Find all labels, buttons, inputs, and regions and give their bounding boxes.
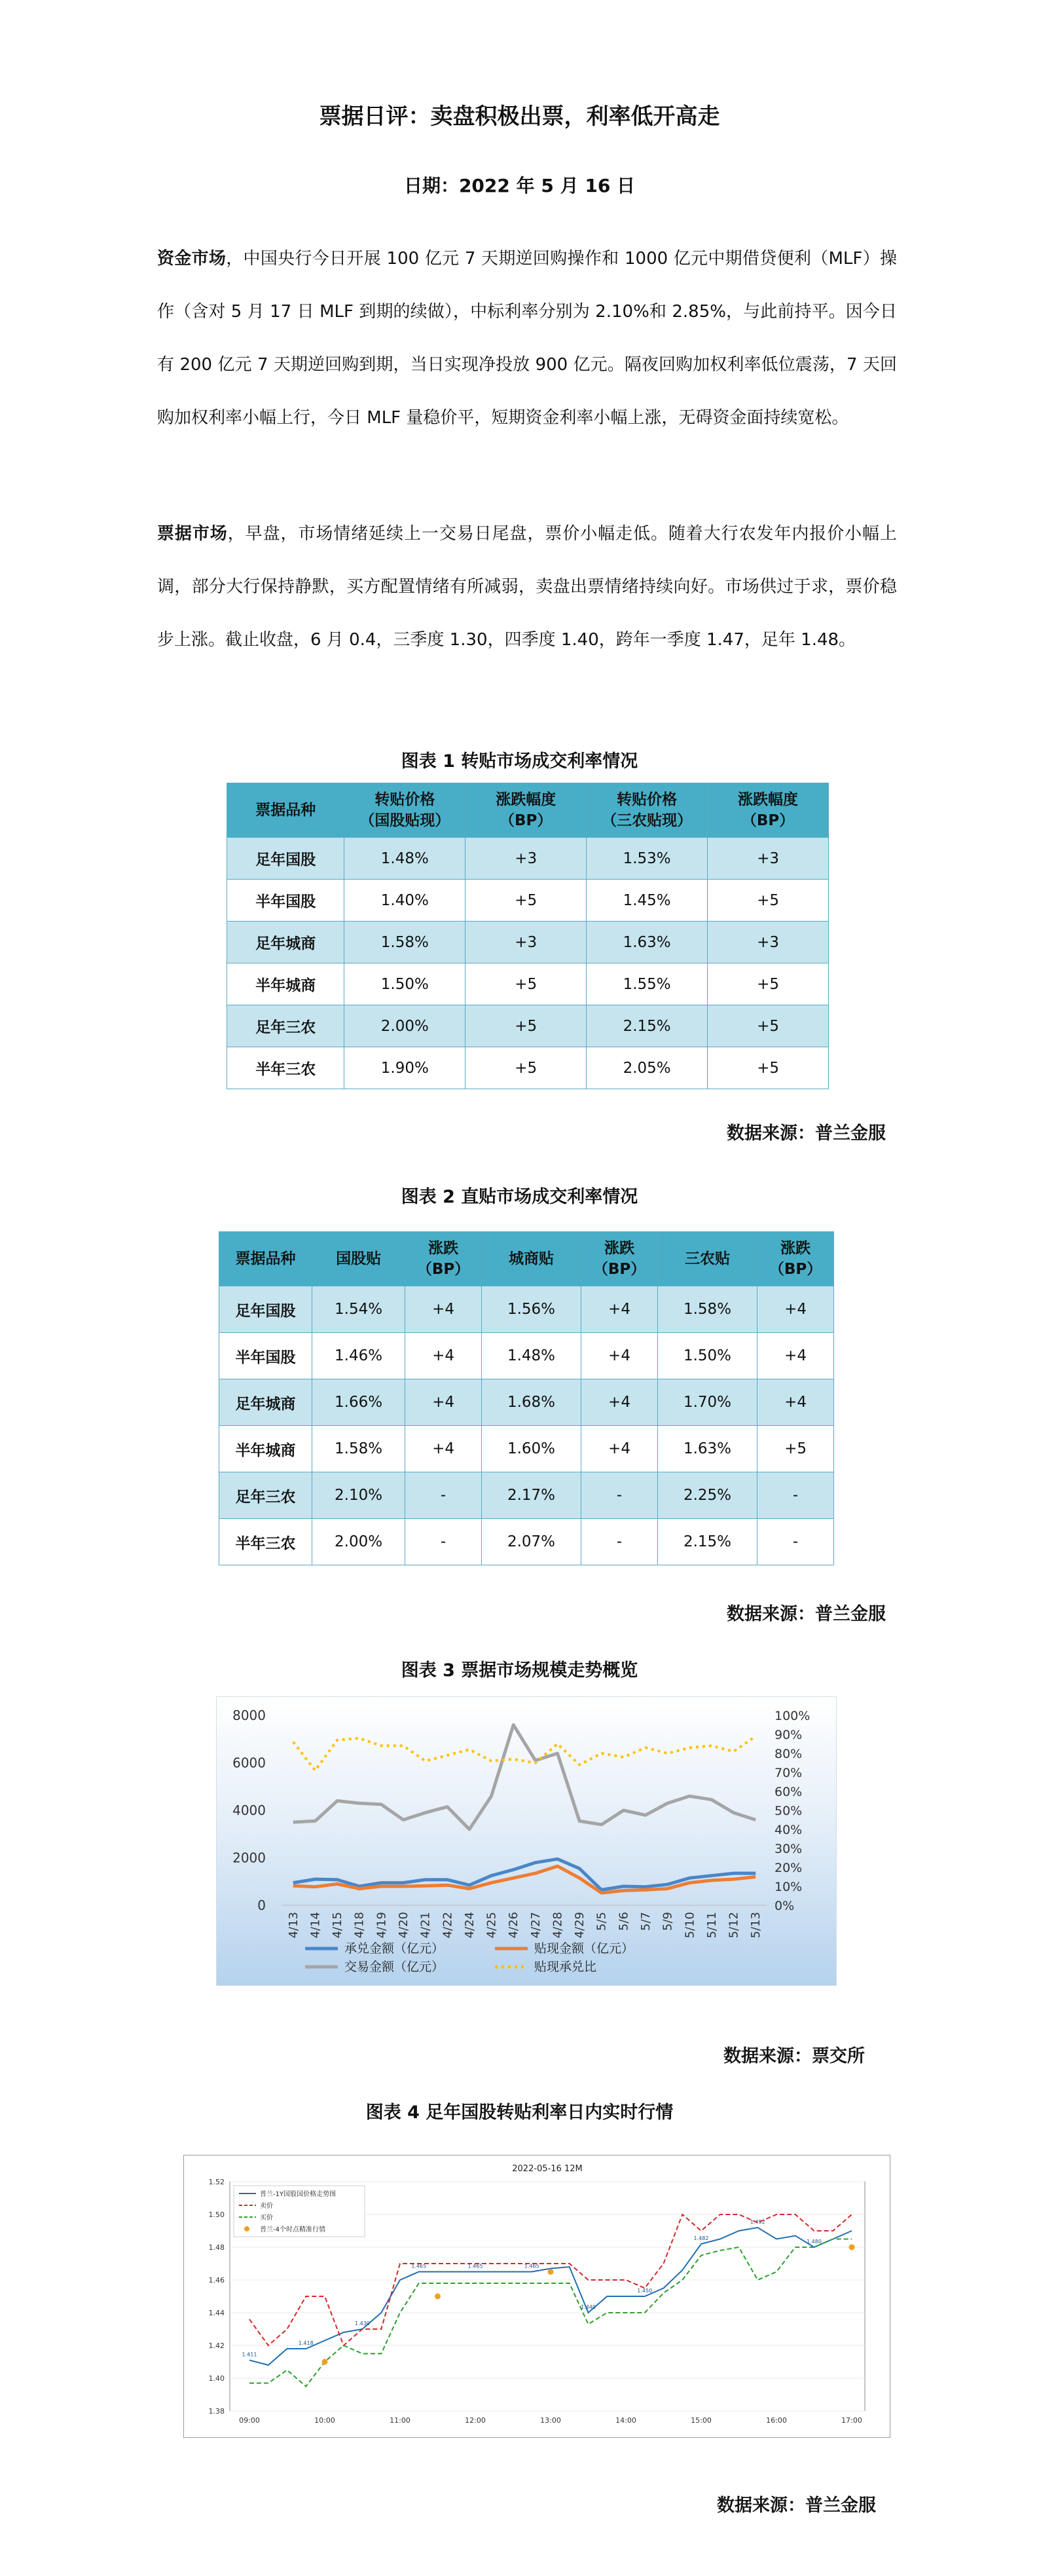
- y-left-tick-label: 8000: [232, 1708, 266, 1723]
- table-cell: 1.54%: [312, 1286, 405, 1333]
- row-header-cell: 足年国股: [227, 838, 344, 880]
- header-text: 三农贴: [685, 1250, 730, 1267]
- x-tick-label: 4/25: [484, 1912, 499, 1939]
- table-cell: -: [581, 1519, 658, 1565]
- y-tick-label: 1.38: [208, 2407, 225, 2416]
- x-tick-label: 5/11: [704, 1912, 719, 1939]
- column-header: [708, 783, 829, 838]
- header-text: （三农贴现）: [602, 812, 693, 829]
- x-tick-label: 4/21: [418, 1912, 433, 1939]
- paragraph-text: ，早盘，市场情绪延续上一交易日尾盘，票价小幅走低。随着大行农发年内报价小幅上调，部分大行保持静默，买方配置情绪有所减弱，卖盘出票情绪持续向好。市场供过于求，票价稳步上涨。截止收盘，6 月 0.4，三季度 1.30，四季度 1.40，跨年一季度 1.47，足年 1.48。: [157, 524, 897, 650]
- row-header-cell: 半年国股: [227, 880, 344, 922]
- table-cell: +4: [757, 1333, 834, 1379]
- y-tick-label: 1.42: [208, 2342, 225, 2350]
- marker-point: [548, 2269, 554, 2275]
- y-right-tick-label: 60%: [775, 1785, 803, 1799]
- x-tick-label: 12:00: [465, 2416, 486, 2425]
- y-right-tick-label: 40%: [775, 1823, 803, 1837]
- fig3-title: 图表 3 票据市场规模走势概览: [401, 1660, 638, 1681]
- table-cell: 2.07%: [481, 1519, 581, 1565]
- market-scale-chart-svg: [217, 1697, 836, 1985]
- y-tick-label: 1.46: [208, 2276, 225, 2285]
- data-label: 1.482: [693, 2235, 709, 2241]
- legend-label: 贴现金额（亿元）: [534, 1941, 634, 1956]
- row-header-cell: 足年三农: [227, 1005, 344, 1047]
- table-cell: +4: [757, 1286, 834, 1333]
- table-cell: +5: [465, 1047, 587, 1089]
- page-title: 票据日评：卖盘积极出票，利率低开高走: [319, 103, 720, 130]
- table-cell: +3: [708, 838, 829, 880]
- table-row: [227, 838, 829, 880]
- row-header-cell: 足年城商: [219, 1379, 312, 1426]
- column-header: [587, 783, 708, 838]
- table-cell: +4: [581, 1379, 658, 1426]
- y-right-tick-label: 70%: [775, 1766, 803, 1780]
- table-cell: +3: [708, 922, 829, 963]
- intraday-rate-chart: [183, 2155, 890, 2438]
- table-cell: 1.50%: [657, 1333, 757, 1379]
- column-header: [581, 1232, 658, 1286]
- y-right-tick-label: 0%: [775, 1899, 795, 1913]
- x-tick-label: 11:00: [390, 2416, 410, 2425]
- header-text: 涨跌: [428, 1240, 459, 1257]
- table-cell: -: [757, 1519, 834, 1565]
- table-cell: -: [405, 1519, 482, 1565]
- x-tick-label: 4/26: [507, 1912, 521, 1939]
- x-tick-label: 4/20: [397, 1912, 410, 1939]
- table-cell: 1.56%: [481, 1286, 581, 1333]
- table-row: [219, 1426, 834, 1472]
- x-tick-label: 09:00: [239, 2416, 260, 2425]
- x-tick-label: 13:00: [540, 2416, 561, 2425]
- x-tick-label: 4/27: [528, 1912, 543, 1939]
- x-tick-label: 15:00: [691, 2416, 712, 2425]
- data-label: 1.492: [750, 2219, 765, 2225]
- table-row: [227, 1005, 829, 1047]
- x-tick-label: 4/15: [331, 1912, 345, 1939]
- table-row: [219, 1379, 834, 1426]
- table-cell: 1.63%: [587, 922, 708, 963]
- data-label: 1.480: [807, 2239, 822, 2245]
- legend-label: 交易金额（亿元）: [344, 1960, 445, 1974]
- fig1-source: 数据来源：普兰金服: [727, 1123, 886, 1144]
- header-text: （BP）: [769, 1261, 822, 1278]
- data-label: 1.440: [581, 2304, 596, 2310]
- table-cell: +5: [708, 1005, 829, 1047]
- table-cell: +4: [405, 1286, 482, 1333]
- table-cell: 2.00%: [344, 1005, 465, 1047]
- bill-market-paragraph: [157, 508, 897, 667]
- x-tick-label: 10:00: [314, 2416, 335, 2425]
- marker-point: [849, 2245, 855, 2250]
- table-cell: +5: [708, 880, 829, 922]
- y-left-tick-label: 6000: [232, 1755, 266, 1771]
- x-tick-label: 4/22: [441, 1912, 455, 1939]
- y-right-tick-label: 10%: [775, 1880, 803, 1894]
- x-tick-label: 16:00: [766, 2416, 787, 2425]
- table-cell: 1.70%: [657, 1379, 757, 1426]
- column-header: [465, 783, 587, 838]
- table-cell: 2.00%: [312, 1519, 405, 1565]
- row-header-cell: 半年城商: [227, 963, 344, 1005]
- header-text: （BP）: [416, 1261, 470, 1278]
- data-label: 1.418: [298, 2340, 314, 2346]
- table-cell: +5: [708, 963, 829, 1005]
- header-text: 涨跌幅度: [738, 791, 799, 808]
- y-right-tick-label: 30%: [775, 1842, 803, 1856]
- row-header-cell: 半年三农: [227, 1047, 344, 1089]
- legend-label: 普兰-1Y国股国价格走势图: [260, 2191, 337, 2198]
- row-header-cell: 足年城商: [227, 922, 344, 963]
- header-text: 票据品种: [235, 1250, 296, 1267]
- table-cell: +4: [405, 1379, 482, 1426]
- x-tick-label: 5/5: [594, 1912, 609, 1931]
- table-cell: +3: [465, 838, 587, 880]
- legend-label: 贴现承兑比: [534, 1960, 597, 1974]
- y-left-tick-label: 0: [257, 1897, 266, 1913]
- rediscount-rate-table: [227, 783, 829, 1089]
- table-cell: 2.15%: [587, 1005, 708, 1047]
- x-tick-label: 14:00: [615, 2416, 636, 2425]
- header-text: （BP）: [500, 812, 553, 829]
- column-header: [757, 1232, 834, 1286]
- y-left-tick-label: 4000: [232, 1802, 266, 1818]
- row-header-cell: 半年城商: [219, 1426, 312, 1472]
- table-cell: 1.55%: [587, 963, 708, 1005]
- market-scale-chart: [216, 1696, 837, 1986]
- table-cell: 1.58%: [312, 1426, 405, 1472]
- table-row: [227, 963, 829, 1005]
- table-cell: +5: [708, 1047, 829, 1089]
- intraday-rate-chart-svg: [184, 2156, 890, 2437]
- table-cell: -: [757, 1472, 834, 1519]
- table-cell: 2.25%: [657, 1472, 757, 1519]
- x-tick-label: 4/18: [352, 1912, 367, 1939]
- table-cell: 1.58%: [344, 922, 465, 963]
- table-cell: 2.05%: [587, 1047, 708, 1089]
- x-tick-label: 5/6: [617, 1912, 631, 1931]
- x-tick-label: 5/9: [661, 1912, 675, 1931]
- y-left-tick-label: 2000: [232, 1850, 266, 1866]
- column-header: [312, 1232, 405, 1286]
- fig4-source: 数据来源：普兰金服: [717, 2495, 876, 2516]
- marker-point: [435, 2294, 441, 2300]
- report-date: 日期：2022 年 5 月 16 日: [403, 175, 636, 196]
- column-header: [405, 1232, 482, 1286]
- header-text: 国股贴: [336, 1250, 382, 1267]
- fig4-title: 图表 4 足年国股转贴利率日内实时行情: [365, 2102, 674, 2123]
- header-text: （国股贴现）: [359, 812, 450, 829]
- table-cell: -: [405, 1472, 482, 1519]
- paragraph-text: ，中国央行今日开展 100 亿元 7 天期逆回购操作和 1000 亿元中期借贷便利（MLF）操作（含对 5 月 17 日 MLF 到期的续做），中标利率分别为 2.10%和 2.85%，与此前持平。因今日有 200 亿元 7 天期逆回购到期，当日实现净投放 900 亿元。隔夜回购加权利率低位震荡，7 天回购加权利率小幅上行，今日 MLF 量稳价平，短期资金利率小幅上涨，无碍资金面持续宽松。: [157, 249, 897, 428]
- table-cell: +4: [581, 1426, 658, 1472]
- table-cell: 1.45%: [587, 880, 708, 922]
- table-cell: 1.40%: [344, 880, 465, 922]
- table-cell: 1.63%: [657, 1426, 757, 1472]
- fig3-source: 数据来源：票交所: [723, 2046, 865, 2066]
- header-text: 转贴价格: [374, 791, 435, 808]
- table-cell: 1.50%: [344, 963, 465, 1005]
- data-label: 1.465: [524, 2263, 539, 2269]
- table-row: [219, 1333, 834, 1379]
- x-tick-label: 5/12: [727, 1912, 741, 1939]
- table-row: [219, 1286, 834, 1333]
- x-tick-label: 4/19: [374, 1912, 389, 1939]
- legend-swatch: [244, 2226, 249, 2231]
- table-cell: +5: [465, 880, 587, 922]
- table-cell: +4: [581, 1286, 658, 1333]
- y-tick-label: 1.50: [208, 2211, 225, 2219]
- data-label: 1.430: [355, 2321, 370, 2326]
- x-tick-label: 4/29: [573, 1912, 587, 1939]
- row-header-cell: 半年国股: [219, 1333, 312, 1379]
- table-cell: 1.66%: [312, 1379, 405, 1426]
- table-cell: 1.58%: [657, 1286, 757, 1333]
- table-row: [219, 1472, 834, 1519]
- header-text: （BP）: [592, 1261, 646, 1278]
- header-text: 转贴价格: [617, 791, 678, 808]
- column-header: [481, 1232, 581, 1286]
- series-line: [249, 2228, 852, 2365]
- y-tick-label: 1.52: [208, 2178, 225, 2186]
- fig1-title: 图表 1 转贴市场成交利率情况: [401, 751, 638, 772]
- table-cell: +5: [757, 1426, 834, 1472]
- y-right-tick-label: 20%: [775, 1861, 803, 1875]
- header-text: 涨跌幅度: [496, 791, 556, 808]
- legend-label: 卖价: [260, 2203, 273, 2210]
- x-tick-label: 4/14: [308, 1912, 323, 1939]
- fig2-source: 数据来源：普兰金服: [727, 1604, 886, 1624]
- table-cell: +4: [581, 1333, 658, 1379]
- x-tick-label: 4/28: [551, 1912, 565, 1939]
- legend-label: 承兑金额（亿元）: [344, 1941, 445, 1956]
- y-right-tick-label: 100%: [775, 1709, 811, 1723]
- column-header: [227, 783, 344, 838]
- table-cell: 2.17%: [481, 1472, 581, 1519]
- y-tick-label: 1.48: [208, 2243, 225, 2252]
- x-tick-label: 5/10: [683, 1912, 697, 1939]
- column-header: [344, 783, 465, 838]
- y-right-tick-label: 80%: [775, 1747, 803, 1761]
- paragraph-lead: 票据市场: [157, 524, 228, 544]
- table-cell: 2.10%: [312, 1472, 405, 1519]
- table-row: [227, 1047, 829, 1089]
- y-tick-label: 1.40: [208, 2374, 225, 2383]
- x-tick-label: 5/7: [639, 1912, 653, 1931]
- table-row: [219, 1519, 834, 1565]
- data-label: 1.450: [637, 2288, 653, 2294]
- row-header-cell: 半年三农: [219, 1519, 312, 1565]
- paragraph-lead: 资金市场: [157, 249, 227, 269]
- header-text: 城商贴: [509, 1250, 555, 1267]
- table-cell: -: [581, 1472, 658, 1519]
- table-row: [227, 922, 829, 963]
- table-cell: 1.48%: [481, 1333, 581, 1379]
- column-header: [219, 1232, 312, 1286]
- data-label: 1.411: [242, 2351, 257, 2358]
- chart-title: 2022-05-16 12M: [512, 2164, 583, 2174]
- fig2-title: 图表 2 直贴市场成交利率情况: [401, 1187, 638, 1207]
- x-tick-label: 5/13: [749, 1912, 763, 1939]
- x-tick-label: 4/13: [286, 1912, 301, 1939]
- table-cell: +4: [405, 1333, 482, 1379]
- table-cell: 1.60%: [481, 1426, 581, 1472]
- x-tick-label: 17:00: [841, 2416, 862, 2425]
- legend-label: 普兰-4个时点精准行情: [260, 2226, 325, 2233]
- row-header-cell: 足年国股: [219, 1286, 312, 1333]
- table-cell: +4: [757, 1379, 834, 1426]
- data-label: 1.465: [411, 2263, 427, 2269]
- x-tick-label: 4/24: [462, 1912, 477, 1939]
- table-cell: +4: [405, 1426, 482, 1472]
- y-right-tick-label: 90%: [775, 1728, 803, 1742]
- table-cell: 2.15%: [657, 1519, 757, 1565]
- legend-label: 买价: [260, 2214, 273, 2222]
- table-cell: +5: [465, 963, 587, 1005]
- header-text: （BP）: [741, 812, 795, 829]
- table-cell: 1.53%: [587, 838, 708, 880]
- column-header: [657, 1232, 757, 1286]
- y-tick-label: 1.44: [208, 2309, 225, 2317]
- direct-discount-rate-table: [219, 1231, 834, 1565]
- header-text: 涨跌: [780, 1240, 811, 1257]
- table-cell: 1.48%: [344, 838, 465, 880]
- table-cell: 1.46%: [312, 1333, 405, 1379]
- table-cell: 1.90%: [344, 1047, 465, 1089]
- header-text: 涨跌: [604, 1240, 634, 1257]
- table-cell: 1.68%: [481, 1379, 581, 1426]
- table-cell: +3: [465, 922, 587, 963]
- table-cell: +5: [465, 1005, 587, 1047]
- money-market-paragraph: [157, 233, 897, 445]
- marker-point: [322, 2359, 328, 2365]
- data-label: 1.465: [467, 2263, 483, 2269]
- header-text: 票据品种: [255, 802, 316, 819]
- row-header-cell: 足年三农: [219, 1472, 312, 1519]
- table-row: [227, 880, 829, 922]
- y-right-tick-label: 50%: [775, 1804, 803, 1818]
